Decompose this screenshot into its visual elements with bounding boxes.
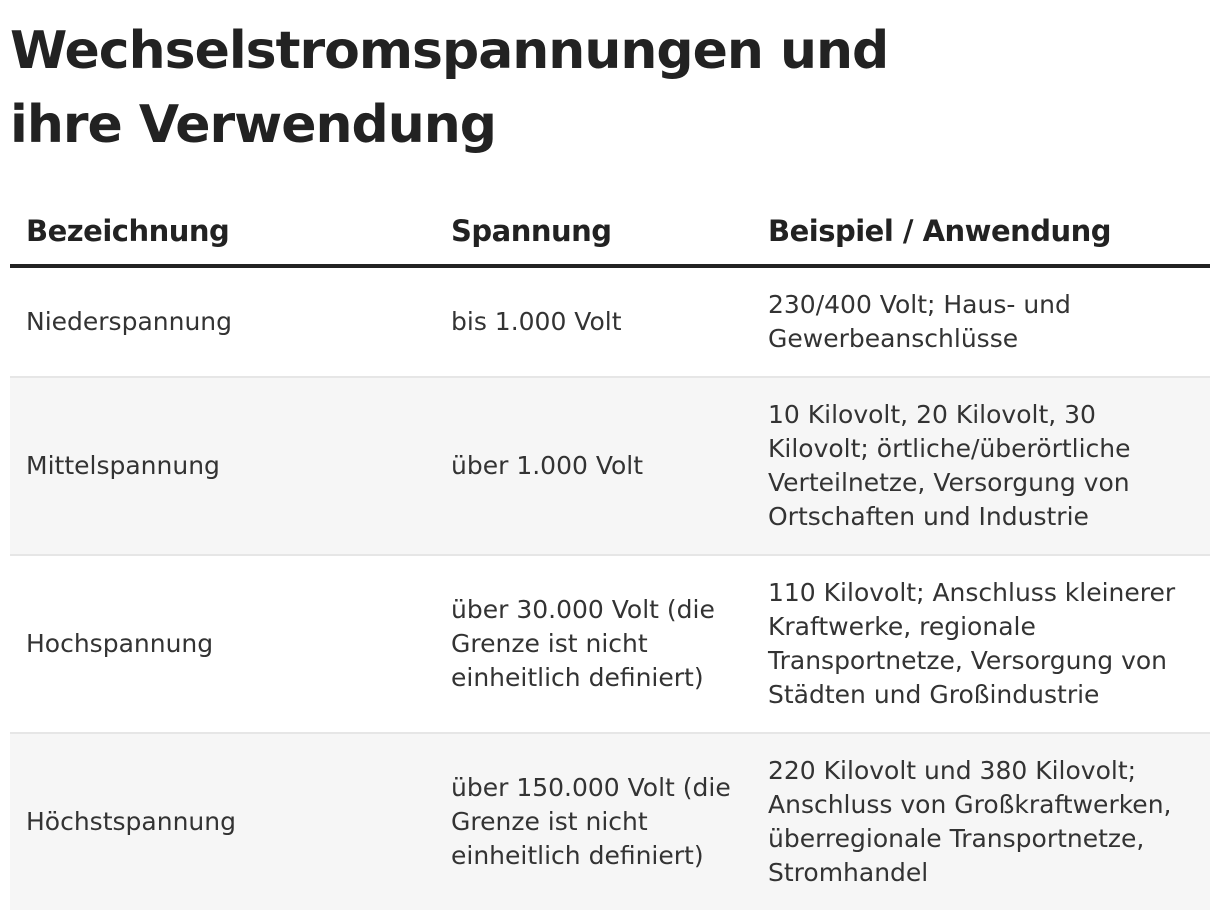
column-header-bezeichnung: Bezeichnung <box>10 206 435 266</box>
table-header <box>10 206 1210 266</box>
cell-usage: 220 Kilovolt und 380 Kilovolt; Anschluss von Großkraftwerken, überregionale Transportnetze, Stromhandel <box>752 733 1210 910</box>
cell-voltage: über 1.000 Volt <box>435 377 752 555</box>
table-row <box>10 266 1210 377</box>
table-body <box>10 266 1210 910</box>
cell-usage: 230/400 Volt; Haus- und Gewerbeanschlüsse <box>752 266 1210 377</box>
cell-voltage: über 150.000 Volt (die Grenze ist nicht einheitlich definiert) <box>435 733 752 910</box>
cell-name: Mittelspannung <box>10 377 435 555</box>
table-row <box>10 733 1210 910</box>
header-row <box>10 206 1210 266</box>
column-header-spannung: Spannung <box>435 206 752 266</box>
cell-name: Niederspannung <box>10 266 435 377</box>
column-header-anwendung: Beispiel / Anwendung <box>752 206 1210 266</box>
page-title: Wechselstromspannungen und ihre Verwendung <box>10 21 889 155</box>
cell-name: Hochspannung <box>10 555 435 733</box>
cell-name: Höchstspannung <box>10 733 435 910</box>
table-row <box>10 555 1210 733</box>
cell-voltage: bis 1.000 Volt <box>435 266 752 377</box>
cell-voltage: über 30.000 Volt (die Grenze ist nicht einheitlich definiert) <box>435 555 752 733</box>
cell-usage: 110 Kilovolt; Anschluss kleinerer Kraftwerke, regionale Transportnetze, Versorgung von Städten und Großindustrie <box>752 555 1210 733</box>
voltage-table <box>10 206 1210 910</box>
table-row <box>10 377 1210 555</box>
cell-usage: 10 Kilovolt, 20 Kilovolt, 30 Kilovolt; örtliche/überörtliche Verteilnetze, Versorgung von Ortschaften und Industrie <box>752 377 1210 555</box>
